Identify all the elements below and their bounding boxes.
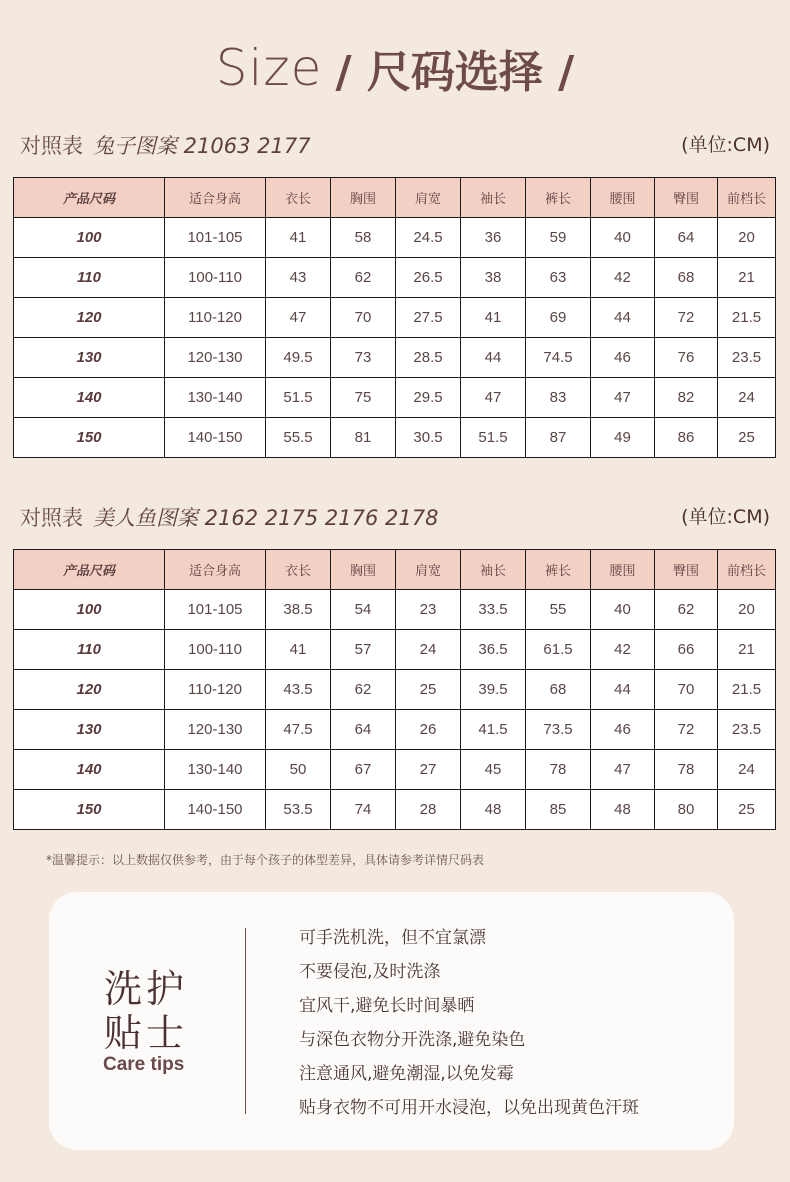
size-chart-rabbit: [13, 177, 776, 458]
table-cell: 41: [461, 298, 526, 338]
table-cell: 78: [655, 750, 718, 790]
table-cell: 75: [331, 378, 396, 418]
table-cell: 69: [526, 298, 591, 338]
table-cell: 36: [461, 218, 526, 258]
care-title: 洗护贴士: [104, 967, 189, 1055]
table-cell: 36.5: [461, 630, 526, 670]
header-cell: 适合身高: [165, 178, 266, 218]
table-cell: 55.5: [266, 418, 331, 458]
page-title: [0, 36, 790, 100]
header-cell: 胸围: [331, 550, 396, 590]
care-item: 贴身衣物不可用开水浸泡，以免出现黄色汗斑: [299, 1098, 639, 1118]
size-cell: 120: [14, 298, 165, 338]
size-cell: 110: [14, 630, 165, 670]
table-cell: 100-110: [165, 630, 266, 670]
table-cell: 57: [331, 630, 396, 670]
table-header-row: [14, 550, 776, 590]
table-cell: 63: [526, 258, 591, 298]
care-subtitle: Care tips: [103, 1054, 185, 1075]
table-cell: 82: [655, 378, 718, 418]
table-cell: 23.5: [718, 338, 776, 378]
table-cell: 101-105: [165, 218, 266, 258]
table-cell: 100-110: [165, 258, 266, 298]
care-item: 注意通风,避免潮湿,以免发霉: [299, 1064, 514, 1084]
table-cell: 25: [718, 418, 776, 458]
table-cell: 110-120: [165, 298, 266, 338]
table-cell: 70: [331, 298, 396, 338]
table-cell: 140-150: [165, 790, 266, 830]
table-cell: 40: [591, 590, 655, 630]
table-cell: 38: [461, 258, 526, 298]
table-cell: 42: [591, 630, 655, 670]
table-cell: 47.5: [266, 710, 331, 750]
table-cell: 41: [266, 630, 331, 670]
table-cell: 25: [718, 790, 776, 830]
table-cell: 101-105: [165, 590, 266, 630]
table-cell: 87: [526, 418, 591, 458]
table-cell: 43: [266, 258, 331, 298]
size-chart-caption-2: [20, 502, 770, 532]
table-row: [14, 710, 776, 750]
table-cell: 39.5: [461, 670, 526, 710]
table-cell: 68: [526, 670, 591, 710]
table-cell: 72: [655, 298, 718, 338]
header-cell: 袖长: [461, 550, 526, 590]
size-cell: 110: [14, 258, 165, 298]
care-item: 不要侵泡,及时洗涤: [299, 962, 441, 982]
header-cell: 裤长: [526, 178, 591, 218]
header-cell: 衣长: [266, 550, 331, 590]
table-cell: 70: [655, 670, 718, 710]
table-cell: 51.5: [461, 418, 526, 458]
table-cell: 54: [331, 590, 396, 630]
table-cell: 21: [718, 258, 776, 298]
table-cell: 29.5: [396, 378, 461, 418]
table-cell: 55: [526, 590, 591, 630]
table-cell: 44: [591, 670, 655, 710]
table-cell: 58: [331, 218, 396, 258]
table-cell: 47: [461, 378, 526, 418]
table-row: [14, 218, 776, 258]
header-cell: 适合身高: [165, 550, 266, 590]
table-cell: 48: [591, 790, 655, 830]
table-cell: 120-130: [165, 338, 266, 378]
table-cell: 27: [396, 750, 461, 790]
table-cell: 51.5: [266, 378, 331, 418]
table-row: [14, 298, 776, 338]
size-note: *温馨提示：以上数据仅供参考，由于每个孩子的体型差异，具体请参考详情尺码表: [46, 853, 485, 867]
size-cell: 130: [14, 710, 165, 750]
table-cell: 59: [526, 218, 591, 258]
table-cell: 62: [331, 258, 396, 298]
table-cell: 49: [591, 418, 655, 458]
table-cell: 20: [718, 218, 776, 258]
table-cell: 21.5: [718, 298, 776, 338]
header-cell: 肩宽: [396, 550, 461, 590]
title-english: Size: [215, 39, 323, 97]
table-cell: 44: [591, 298, 655, 338]
table-cell: 61.5: [526, 630, 591, 670]
table-row: [14, 378, 776, 418]
divider: [245, 928, 246, 1114]
care-item: 宜风干,避免长时间暴晒: [299, 996, 475, 1016]
care-tips-card: [49, 892, 734, 1150]
table-cell: 24: [718, 750, 776, 790]
table-cell: 48: [461, 790, 526, 830]
table-cell: 25: [396, 670, 461, 710]
table-cell: 21: [718, 630, 776, 670]
table-cell: 83: [526, 378, 591, 418]
table-cell: 68: [655, 258, 718, 298]
header-cell: 前档长: [718, 178, 776, 218]
table-row: [14, 630, 776, 670]
header-cell: 腰围: [591, 178, 655, 218]
table-cell: 64: [655, 218, 718, 258]
table-cell: 38.5: [266, 590, 331, 630]
size-cell: 100: [14, 590, 165, 630]
table-cell: 46: [591, 710, 655, 750]
table-row: [14, 338, 776, 378]
table-cell: 45: [461, 750, 526, 790]
size-cell: 150: [14, 790, 165, 830]
table-row: [14, 258, 776, 298]
caption-pattern: 美人鱼图案 2162 2175 2176 2178: [93, 506, 439, 530]
header-cell: 胸围: [331, 178, 396, 218]
table-cell: 62: [655, 590, 718, 630]
table-cell: 49.5: [266, 338, 331, 378]
table-cell: 28.5: [396, 338, 461, 378]
table-cell: 42: [591, 258, 655, 298]
size-cell: 140: [14, 378, 165, 418]
care-item: 与深色衣物分开洗涤,避免染色: [299, 1030, 526, 1050]
header-cell: 裤长: [526, 550, 591, 590]
table-row: [14, 590, 776, 630]
header-cell: 前档长: [718, 550, 776, 590]
caption-label: 对照表: [20, 506, 83, 530]
table-cell: 86: [655, 418, 718, 458]
table-cell: 26: [396, 710, 461, 750]
size-cell: 150: [14, 418, 165, 458]
table-cell: 73: [331, 338, 396, 378]
table-cell: 67: [331, 750, 396, 790]
table-cell: 44: [461, 338, 526, 378]
table-cell: 21.5: [718, 670, 776, 710]
caption-unit: (单位:CM): [681, 134, 770, 156]
table-cell: 85: [526, 790, 591, 830]
care-list: [299, 926, 639, 1130]
table-cell: 46: [591, 338, 655, 378]
table-cell: 64: [331, 710, 396, 750]
table-cell: 53.5: [266, 790, 331, 830]
table-row: [14, 790, 776, 830]
table-cell: 62: [331, 670, 396, 710]
table-cell: 50: [266, 750, 331, 790]
table-cell: 23: [396, 590, 461, 630]
header-cell: 产品尺码: [14, 550, 165, 590]
table-cell: 76: [655, 338, 718, 378]
table-cell: 130-140: [165, 378, 266, 418]
table-cell: 43.5: [266, 670, 331, 710]
table-cell: 33.5: [461, 590, 526, 630]
title-chinese: / 尺码选择 /: [335, 47, 575, 98]
care-item: 可手洗机洗，但不宜氯漂: [299, 928, 486, 948]
table-cell: 73.5: [526, 710, 591, 750]
table-cell: 130-140: [165, 750, 266, 790]
table-cell: 27.5: [396, 298, 461, 338]
table-cell: 66: [655, 630, 718, 670]
size-cell: 100: [14, 218, 165, 258]
table-row: [14, 670, 776, 710]
table-cell: 47: [266, 298, 331, 338]
table-cell: 20: [718, 590, 776, 630]
table-cell: 120-130: [165, 710, 266, 750]
header-cell: 腰围: [591, 550, 655, 590]
table-cell: 110-120: [165, 670, 266, 710]
header-cell: 肩宽: [396, 178, 461, 218]
table-cell: 28: [396, 790, 461, 830]
size-cell: 130: [14, 338, 165, 378]
table-cell: 40: [591, 218, 655, 258]
table-cell: 41.5: [461, 710, 526, 750]
header-cell: 臀围: [655, 550, 718, 590]
size-cell: 120: [14, 670, 165, 710]
table-row: [14, 418, 776, 458]
table-cell: 47: [591, 378, 655, 418]
table-cell: 30.5: [396, 418, 461, 458]
table-cell: 26.5: [396, 258, 461, 298]
header-cell: 臀围: [655, 178, 718, 218]
caption-pattern: 兔子图案 21063 2177: [93, 134, 311, 158]
size-chart-caption-1: [20, 130, 770, 160]
table-cell: 78: [526, 750, 591, 790]
table-header-row: [14, 178, 776, 218]
size-chart-mermaid: [13, 549, 776, 830]
table-cell: 74: [331, 790, 396, 830]
table-cell: 80: [655, 790, 718, 830]
size-cell: 140: [14, 750, 165, 790]
table-cell: 74.5: [526, 338, 591, 378]
table-cell: 72: [655, 710, 718, 750]
caption-label: 对照表: [20, 134, 83, 158]
table-cell: 24.5: [396, 218, 461, 258]
header-cell: 产品尺码: [14, 178, 165, 218]
table-cell: 47: [591, 750, 655, 790]
table-cell: 41: [266, 218, 331, 258]
table-row: [14, 750, 776, 790]
table-cell: 24: [718, 378, 776, 418]
table-cell: 140-150: [165, 418, 266, 458]
table-cell: 81: [331, 418, 396, 458]
table-cell: 23.5: [718, 710, 776, 750]
header-cell: 衣长: [266, 178, 331, 218]
header-cell: 袖长: [461, 178, 526, 218]
table-cell: 24: [396, 630, 461, 670]
caption-unit: (单位:CM): [681, 506, 770, 528]
